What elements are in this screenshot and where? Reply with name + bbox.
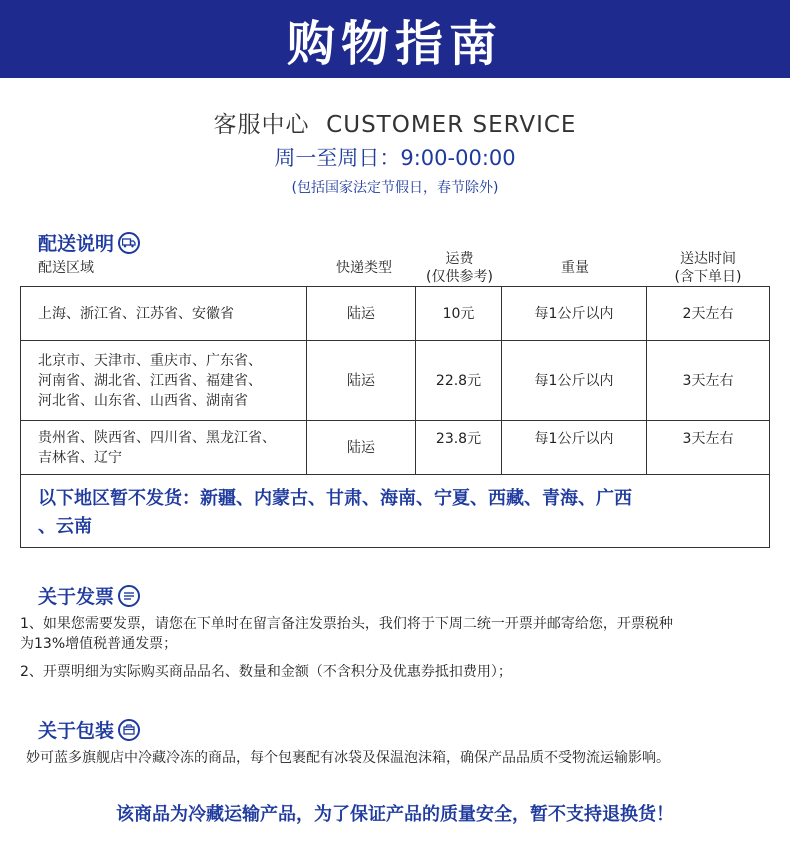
region-cell <box>21 421 307 474</box>
time-cell: 2天左右 <box>682 305 734 322</box>
delivery-heading-label: 配送说明 <box>38 233 115 255</box>
type-cell: 陆运 <box>307 341 416 420</box>
table-row <box>21 287 769 341</box>
service-hours-note: (包括国家法定节假日，春节除外) <box>291 180 499 196</box>
column-header-weight: 重量 <box>561 260 589 276</box>
weight-cell: 每1公斤以内 <box>502 287 647 340</box>
time-cell: 3天左右 <box>682 372 734 389</box>
truck-icon <box>118 232 140 254</box>
customer-service-title: 客服中心 CUSTOMER SERVICE <box>213 112 577 138</box>
invoice-item-1 <box>20 614 775 654</box>
shipping-table <box>20 286 770 548</box>
type-cell: 陆运 <box>307 421 416 474</box>
time-cell: 3天左右 <box>682 431 734 447</box>
region-line: 贵州省、陕西省、四川省、黑龙江省、 <box>38 429 276 446</box>
package-icon <box>118 719 140 741</box>
page-title: 购物指南 <box>286 15 503 72</box>
type-cell: 陆运 <box>307 287 416 340</box>
region-cell <box>21 287 307 340</box>
invoice-item-1-line1: 1、如果您需要发票，请您在下单时在留言备注发票抬头，我们将于下周二统一开票并邮寄给您，开票税种 <box>20 616 673 632</box>
region-cell <box>21 341 307 420</box>
invoice-item-2: 2、开票明细为实际购买商品品名、数量和金额（不含积分及优惠券抵扣费用）； <box>20 664 512 680</box>
column-header-fee-line1: 运费 <box>445 251 474 267</box>
weight-cell: 每1公斤以内 <box>502 341 647 420</box>
header-banner <box>0 0 790 78</box>
table-row <box>21 341 769 421</box>
packaging-heading-label: 关于包装 <box>38 720 115 742</box>
column-header-type: 快递类型 <box>336 260 392 276</box>
no-delivery-notice <box>21 475 769 547</box>
delivery-heading <box>38 229 140 256</box>
fee-cell: 22.8元 <box>416 341 502 420</box>
packaging-text: 妙可蓝多旗舰店中冷藏冷冻的商品，每个包裹配有冰袋及保温泡沫箱，确保产品品质不受物流运输影响。 <box>26 750 670 766</box>
table-row <box>21 421 769 475</box>
column-header-fee <box>412 250 507 286</box>
column-header-time-line2: (含下单日) <box>674 269 742 285</box>
no-delivery-notice-line2: 、云南 <box>38 516 92 537</box>
region-line: 河南省、湖北省、江西省、福建省、 <box>38 372 262 389</box>
document-icon <box>118 585 140 607</box>
service-hours: 周一至周日：9:00-00:00 <box>274 146 516 170</box>
column-header-region: 配送区域 <box>38 260 94 276</box>
column-header-fee-line2: (仅供参考) <box>426 269 493 285</box>
column-header-time <box>662 250 754 286</box>
fee-cell: 23.8元 <box>416 421 502 474</box>
region-line: 北京市、天津市、重庆市、广东省、 <box>38 352 262 369</box>
region-line: 吉林省、辽宁 <box>38 449 122 466</box>
invoice-item-1-line2: 为13%增值税普通发票； <box>20 636 178 652</box>
invoice-heading <box>38 582 140 609</box>
no-delivery-notice-line1: 以下地区暂不发货：新疆、内蒙古、甘肃、海南、宁夏、西藏、青海、广西 <box>38 488 632 509</box>
invoice-heading-label: 关于发票 <box>38 586 115 608</box>
packaging-heading <box>38 716 140 743</box>
fee-cell: 10元 <box>416 287 502 340</box>
region-line: 上海、浙江省、江苏省、安徽省 <box>38 305 234 322</box>
no-return-notice: 该商品为冷藏运输产品，为了保证产品的质量安全，暂不支持退换货！ <box>116 804 674 825</box>
weight-cell: 每1公斤以内 <box>502 421 647 474</box>
region-line: 河北省、山东省、山西省、湖南省 <box>38 392 248 409</box>
column-header-time-line1: 送达时间 <box>680 251 736 267</box>
